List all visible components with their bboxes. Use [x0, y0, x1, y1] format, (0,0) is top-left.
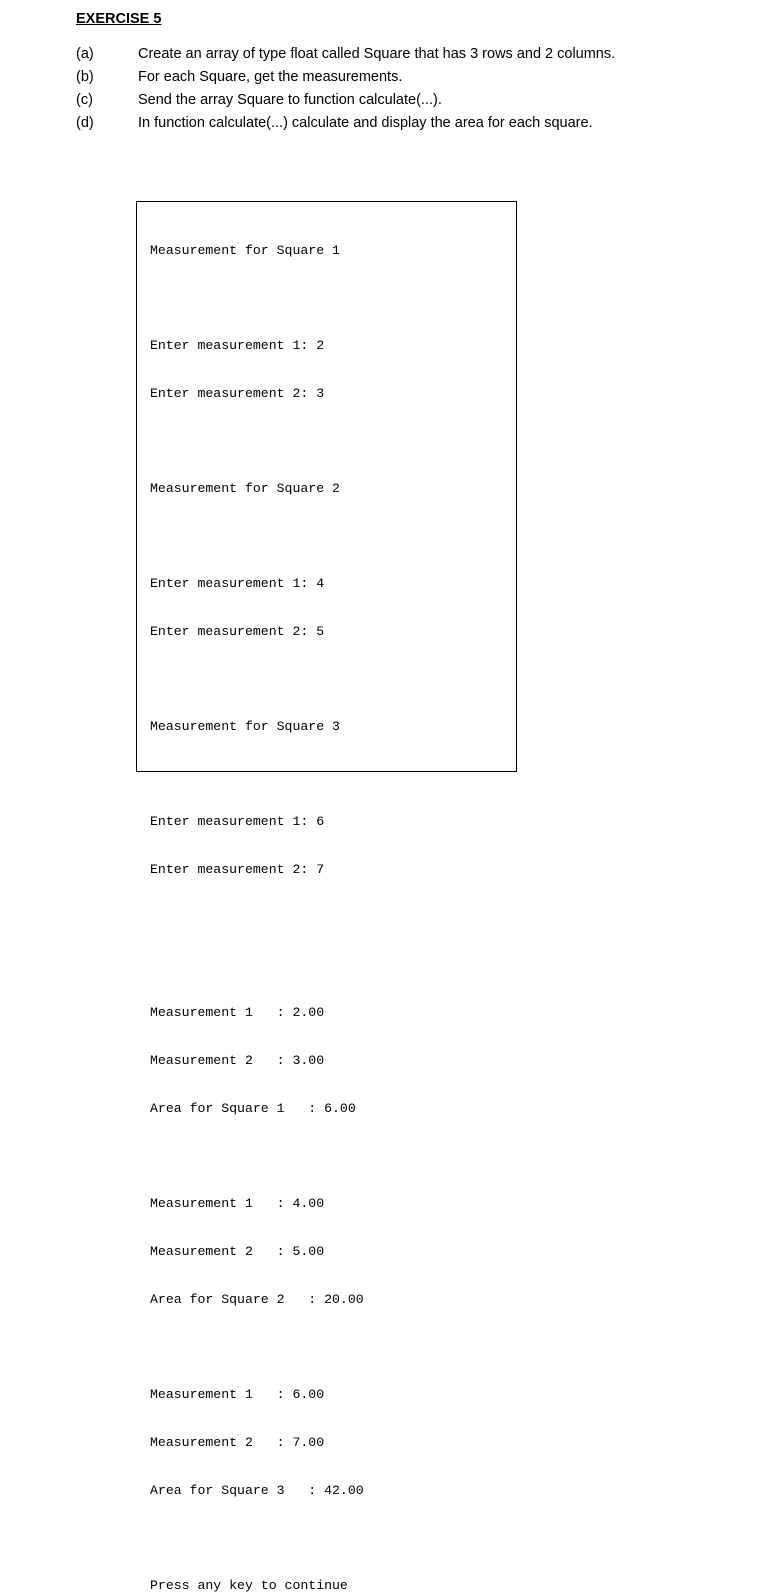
item-marker: (d) — [76, 115, 94, 131]
item-text: In function calculate(...) calculate and display the area for each square. — [138, 115, 593, 131]
console-blank-line — [150, 1149, 516, 1164]
console-line: Enter measurement 1: 6 — [150, 814, 325, 829]
console-line: Area for Square 3 : 42.00 — [150, 1483, 364, 1498]
console-line: Enter measurement 2: 7 — [150, 862, 325, 877]
console-line: Enter measurement 2: 5 — [150, 624, 325, 639]
console-blank-line — [150, 529, 516, 544]
console-blank-line — [150, 434, 516, 449]
console-line: Measurement for Square 1 — [150, 243, 340, 258]
console-footer: Press any key to continue — [150, 1578, 348, 1592]
exercise-title: EXERCISE 5 — [76, 11, 162, 27]
console-line: Measurement for Square 2 — [150, 481, 340, 496]
console-line: Measurement 1 : 2.00 — [150, 1005, 325, 1020]
list-item — [76, 43, 615, 66]
console-line: Area for Square 2 : 20.00 — [150, 1292, 364, 1307]
item-text: Send the array Square to function calculate(...). — [138, 92, 442, 108]
console-blank-line — [150, 291, 516, 306]
item-marker: (c) — [76, 92, 93, 108]
console-line: Measurement 2 : 5.00 — [150, 1244, 325, 1259]
console-line: Measurement for Square 3 — [150, 719, 340, 734]
console-line: Measurement 1 : 6.00 — [150, 1387, 325, 1402]
console-blank-line — [150, 767, 516, 782]
item-text: For each Square, get the measurements. — [138, 69, 403, 85]
console-line: Area for Square 1 : 6.00 — [150, 1101, 356, 1116]
console-line: Measurement 2 : 3.00 — [150, 1053, 325, 1068]
console-line: Measurement 1 : 4.00 — [150, 1196, 325, 1211]
item-text: Create an array of type float called Square that has 3 rows and 2 columns. — [138, 46, 616, 62]
console-output-window — [136, 201, 517, 1592]
list-item — [76, 112, 615, 135]
console-line: Enter measurement 1: 4 — [150, 576, 325, 591]
exercise-item-list — [76, 43, 615, 135]
item-marker: (a) — [76, 46, 94, 62]
console-blank-line — [150, 910, 516, 973]
console-blank-line — [150, 1531, 516, 1546]
item-marker: (b) — [76, 69, 94, 85]
console-line: Enter measurement 1: 2 — [150, 338, 325, 353]
console-blank-line — [150, 1340, 516, 1355]
console-blank-line — [150, 672, 516, 687]
console-line: Enter measurement 2: 3 — [150, 386, 325, 401]
list-item — [76, 66, 615, 89]
console-line: Measurement 2 : 7.00 — [150, 1435, 325, 1450]
list-item — [76, 89, 615, 112]
